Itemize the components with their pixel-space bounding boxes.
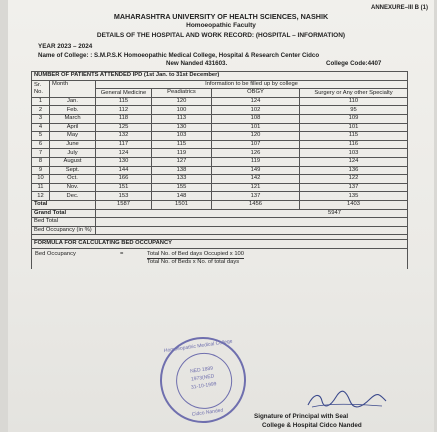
table-row [32, 140, 408, 149]
row-value: 113 [152, 114, 212, 123]
row-value: 119 [212, 157, 300, 166]
table-row [32, 183, 408, 192]
col-surgery: Surgery or Any other Specialty [300, 89, 408, 98]
row-sr: 5 [32, 132, 50, 141]
row-value: 101 [300, 123, 408, 132]
total-cell: 1587 [96, 200, 152, 209]
table-row [32, 166, 408, 175]
table-row [32, 192, 408, 201]
col-obgy: OBGY [212, 89, 300, 98]
row-value: 120 [212, 132, 300, 141]
row-sr: 9 [32, 166, 50, 175]
bed-total-label: Bed Total [32, 218, 96, 227]
row-value: 95 [300, 106, 408, 115]
row-value: 115 [96, 97, 152, 106]
row-value: 108 [212, 114, 300, 123]
row-value: 155 [152, 183, 212, 192]
row-value: 138 [152, 166, 212, 175]
row-month: Dec. [50, 192, 96, 201]
formula-denominator: Total No. of Beds x No. of total days [147, 258, 240, 265]
signature-label: Signature of Principal with Seal [254, 413, 349, 420]
row-value: 136 [300, 166, 408, 175]
row-value: 133 [152, 175, 212, 184]
table-row [32, 123, 408, 132]
row-value: 125 [96, 123, 152, 132]
row-value: 132 [96, 132, 152, 141]
university-title: MAHARASHTRA UNIVERSITY OF HEALTH SCIENCES, NASHIK [113, 12, 329, 21]
row-value: 118 [96, 114, 152, 123]
signature-college: College & Hospital Cidco Nanded [262, 422, 362, 429]
row-value: 124 [212, 97, 300, 106]
row-value: 166 [96, 175, 152, 184]
details-title: DETAILS OF THE HOSPITAL AND WORK RECORD: (HOSPITAL – INFORMATION) [96, 32, 346, 39]
total-row [32, 200, 408, 209]
row-value: 103 [300, 149, 408, 158]
row-month: May [50, 132, 96, 141]
table-row [32, 149, 408, 158]
grand-total-value: 5947 [96, 209, 408, 218]
ipd-table [31, 71, 408, 269]
row-sr: 8 [32, 157, 50, 166]
row-value: 101 [212, 123, 300, 132]
col-info: Information to be filled up by college [96, 80, 408, 89]
row-month: August [50, 157, 96, 166]
table-title: NUMBER OF PATIENTS ATTENDED IPD (1st Jan. to 31st December) [32, 72, 408, 81]
table-row [32, 97, 408, 106]
row-value: 149 [212, 166, 300, 175]
row-sr: 6 [32, 140, 50, 149]
occupancy-row [32, 226, 408, 235]
row-value: 137 [212, 192, 300, 201]
table-row [32, 175, 408, 184]
row-value: 122 [300, 175, 408, 184]
col-general-medicine: General Medicine [96, 89, 152, 98]
row-value: 121 [212, 183, 300, 192]
row-sr: 12 [32, 192, 50, 201]
row-value: 137 [300, 183, 408, 192]
formula-lhs: Bed Occupancy [35, 250, 76, 257]
row-value: 115 [152, 140, 212, 149]
row-value: 102 [212, 106, 300, 115]
row-month: Jan. [50, 97, 96, 106]
year-label: YEAR 2023 – 2024 [38, 43, 93, 50]
principal-signature [300, 389, 390, 411]
row-value: 144 [96, 166, 152, 175]
row-value: 151 [96, 183, 152, 192]
row-month: Nov. [50, 183, 96, 192]
table-row [32, 157, 408, 166]
row-value: 117 [96, 140, 152, 149]
college-address: New Nanded 431603. [166, 60, 228, 67]
row-value: 148 [152, 192, 212, 201]
row-sr: 2 [32, 106, 50, 115]
row-value: 153 [96, 192, 152, 201]
seal-line: 1973(NED [190, 373, 215, 383]
row-value: 112 [96, 106, 152, 115]
total-cell: 1403 [300, 200, 408, 209]
row-sr: 3 [32, 114, 50, 123]
row-month: Oct. [50, 175, 96, 184]
grand-total-label: Grand Total [32, 209, 96, 218]
row-value: 100 [152, 106, 212, 115]
row-sr: 1 [32, 97, 50, 106]
seal-ring-bottom: Cidco Nanded [191, 407, 224, 418]
college-name: Name of College: : S.M.P.S.K Homoeopathic Medical College, Hospital & Research Center Cidco [38, 52, 320, 59]
faculty-title: Homoeopathic Faculty [186, 22, 256, 29]
row-value: 119 [152, 149, 212, 158]
total-cell: 1501 [152, 200, 212, 209]
row-month: April [50, 123, 96, 132]
col-month: Month [50, 80, 96, 97]
row-value: 109 [300, 114, 408, 123]
row-value: 103 [152, 132, 212, 141]
seal-line: NED 1889 [189, 365, 214, 375]
occupancy-label: Bed Occupancy (in %) [32, 226, 96, 235]
row-value: 127 [152, 157, 212, 166]
row-value: 115 [300, 132, 408, 141]
formula-numerator: Total No. of Bed days Occupied x 100 [147, 251, 244, 259]
row-value: 107 [212, 140, 300, 149]
seal-ring-top: Homoeopathic Medical College [163, 338, 233, 355]
row-month: Feb. [50, 106, 96, 115]
row-value: 124 [96, 149, 152, 158]
row-value: 130 [152, 123, 212, 132]
college-code: College Code:4407 [326, 60, 382, 67]
table-row [32, 106, 408, 115]
row-value: 124 [300, 157, 408, 166]
formula-title: FORMULA FOR CALCULATING BED OCCUPANCY [32, 240, 408, 249]
row-value: 135 [300, 192, 408, 201]
row-month: June [50, 140, 96, 149]
formula-cell [32, 248, 408, 269]
row-value: 110 [300, 97, 408, 106]
table-row [32, 132, 408, 141]
row-month: March [50, 114, 96, 123]
row-sr: 4 [32, 123, 50, 132]
total-label: Total [32, 200, 96, 209]
row-value: 126 [212, 149, 300, 158]
row-value: 120 [152, 97, 212, 106]
row-month: Sept. [50, 166, 96, 175]
formula-eq: = [120, 250, 124, 257]
row-sr: 7 [32, 149, 50, 158]
bed-total-row [32, 218, 408, 227]
table-row [32, 114, 408, 123]
row-sr: 10 [32, 175, 50, 184]
total-cell: 1456 [212, 200, 300, 209]
col-sr: Sr. No. [32, 80, 50, 97]
row-sr: 11 [32, 183, 50, 192]
row-month: July [50, 149, 96, 158]
row-value: 116 [300, 140, 408, 149]
col-peadiatrics: Peadiatrics [152, 89, 212, 98]
grand-total-row [32, 209, 408, 218]
seal-line: 31-10-1999 [190, 381, 217, 391]
row-value: 142 [212, 175, 300, 184]
row-value: 130 [96, 157, 152, 166]
annexure-label: ANNEXURE–III B (1) [370, 5, 428, 11]
